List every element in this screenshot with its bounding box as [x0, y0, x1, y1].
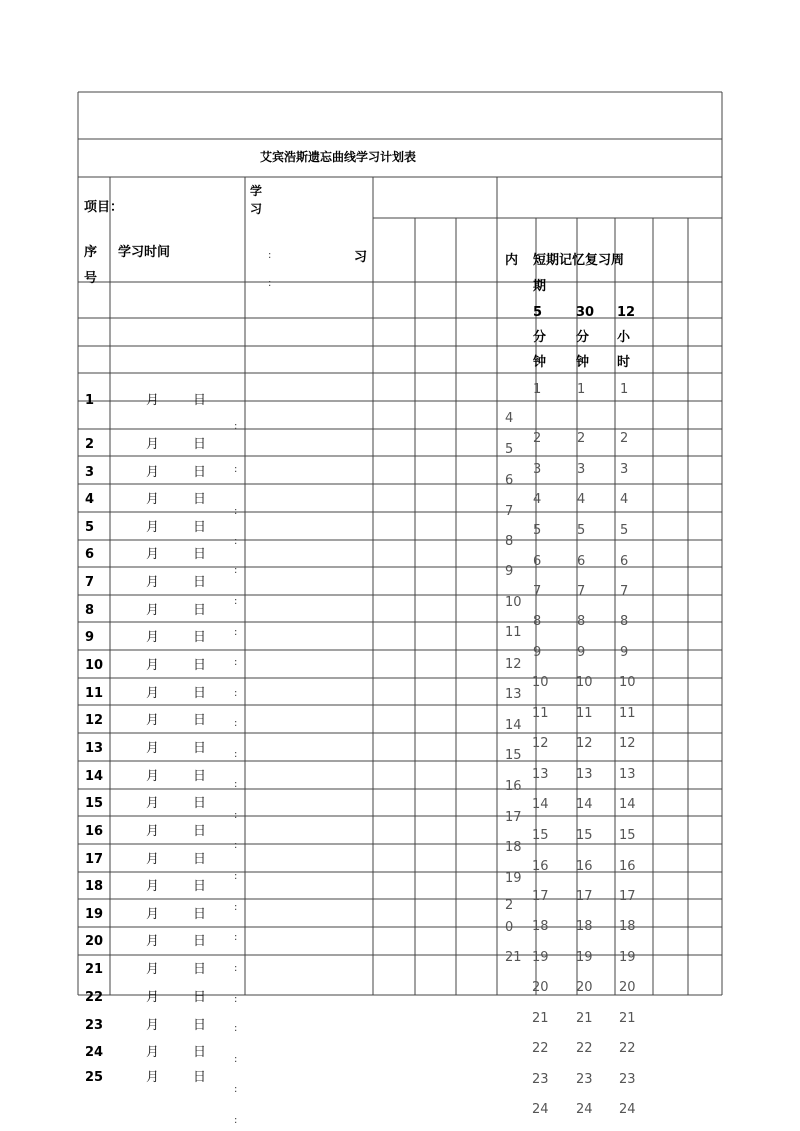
time-colon: : — [234, 1054, 238, 1065]
time-colon: : — [234, 779, 238, 790]
short-term-12h-value: 5 — [620, 523, 629, 538]
row-day: 日 — [193, 492, 207, 507]
review-day-value: 13 — [505, 687, 522, 702]
short-term-5min-value: 10 — [532, 675, 549, 690]
review-day-value: 10 — [505, 595, 522, 610]
short-term-header-unit1: 小 — [617, 330, 631, 345]
row-month: 月 — [146, 575, 160, 590]
row-day: 日 — [193, 393, 207, 408]
short-term-12h-value: 2 — [620, 431, 629, 446]
short-term-12h-value: 20 — [619, 980, 636, 995]
row-day: 日 — [193, 1070, 207, 1085]
short-term-5min-value: 1 — [533, 382, 542, 397]
time-colon: : — [234, 810, 238, 821]
row-day: 日 — [193, 465, 207, 480]
seq-label-top: 序 — [84, 245, 98, 260]
row-day: 日 — [193, 713, 207, 728]
short-term-12h-value: 3 — [620, 462, 629, 477]
row-month: 月 — [146, 686, 160, 701]
row-day: 日 — [193, 852, 207, 867]
row-seq: 12 — [85, 713, 104, 728]
row-seq: 9 — [85, 630, 95, 645]
time-colon: : — [234, 718, 238, 729]
row-seq: 22 — [85, 990, 104, 1005]
row-day: 日 — [193, 686, 207, 701]
short-term-12h-value: 9 — [620, 645, 629, 660]
short-term-5min-value: 21 — [532, 1011, 549, 1026]
short-term-5min-value: 2 — [533, 431, 542, 446]
time-colon: : — [234, 688, 238, 699]
row-month: 月 — [146, 1045, 160, 1060]
study-content-xi: 习 — [354, 250, 368, 265]
short-term-12h-value: 7 — [620, 584, 629, 599]
short-term-30min-value: 13 — [576, 767, 593, 782]
short-term-30min-value: 12 — [576, 736, 593, 751]
row-seq: 17 — [85, 852, 104, 867]
time-colon: : — [234, 932, 238, 943]
short-term-12h-value: 24 — [619, 1102, 636, 1117]
row-month: 月 — [146, 630, 160, 645]
time-colon: : — [234, 627, 238, 638]
short-term-30min-value: 10 — [576, 675, 593, 690]
short-term-12h-value: 4 — [620, 492, 629, 507]
short-term-12h-value: 12 — [619, 736, 636, 751]
time-colon: : — [234, 464, 238, 475]
short-term-12h-value: 14 — [619, 797, 636, 812]
review-day-value: 16 — [505, 779, 522, 794]
short-term-30min-value: 19 — [576, 950, 593, 965]
short-term-12h-value: 21 — [619, 1011, 636, 1026]
short-term-5min-value: 24 — [532, 1102, 549, 1117]
short-term-5min-value: 17 — [532, 889, 549, 904]
review-day-value: 11 — [505, 625, 522, 640]
row-month: 月 — [146, 769, 160, 784]
row-day: 日 — [193, 769, 207, 784]
short-term-30min-value: 17 — [576, 889, 593, 904]
time-colon: : — [234, 1084, 238, 1095]
short-term-30min-value: 16 — [576, 859, 593, 874]
row-month: 月 — [146, 934, 160, 949]
short-term-12h-value: 15 — [619, 828, 636, 843]
row-seq: 24 — [85, 1045, 104, 1060]
row-seq: 20 — [85, 934, 104, 949]
short-term-30min-value: 22 — [576, 1041, 593, 1056]
seq-label-bottom: 号 — [84, 271, 98, 286]
row-seq: 2 — [85, 437, 95, 452]
row-month: 月 — [146, 879, 160, 894]
review-day-value: 15 — [505, 748, 522, 763]
row-month: 月 — [146, 990, 160, 1005]
row-month: 月 — [146, 741, 160, 756]
short-term-30min-value: 14 — [576, 797, 593, 812]
row-seq: 21 — [85, 962, 104, 977]
row-day: 日 — [193, 824, 207, 839]
review-day-value: 8 — [505, 534, 514, 549]
row-day: 日 — [193, 437, 207, 452]
qi-label: 期 — [533, 279, 547, 294]
row-day: 日 — [193, 1045, 207, 1060]
short-term-12h-value: 6 — [620, 554, 629, 569]
short-term-header-unit1: 分 — [533, 330, 547, 345]
time-colon: : — [234, 596, 238, 607]
review-day-value: 14 — [505, 718, 522, 733]
time-colon: : — [234, 565, 238, 576]
header-colon-1: : — [268, 250, 272, 261]
row-day: 日 — [193, 603, 207, 618]
short-term-review-label: 短期记忆复习周 — [533, 253, 625, 268]
short-term-5min-value: 9 — [533, 645, 542, 660]
row-seq: 10 — [85, 658, 104, 673]
short-term-5min-value: 16 — [532, 859, 549, 874]
review-day-value: 21 — [505, 950, 522, 965]
short-term-30min-value: 15 — [576, 828, 593, 843]
row-seq: 15 — [85, 796, 104, 811]
time-colon: : — [234, 1023, 238, 1034]
short-term-5min-value: 14 — [532, 797, 549, 812]
short-term-5min-value: 12 — [532, 736, 549, 751]
short-term-30min-value: 6 — [577, 554, 586, 569]
time-colon: : — [234, 421, 238, 432]
row-seq: 3 — [85, 465, 95, 480]
short-term-30min-value: 8 — [577, 614, 586, 629]
page-title: 艾宾浩斯遗忘曲线学习计划表 — [260, 150, 417, 164]
row-day: 日 — [193, 658, 207, 673]
row-seq: 23 — [85, 1018, 104, 1033]
review-day-value: 2 — [505, 898, 514, 913]
row-month: 月 — [146, 492, 160, 507]
row-seq: 1 — [85, 393, 95, 408]
short-term-5min-value: 5 — [533, 523, 542, 538]
short-term-5min-value: 8 — [533, 614, 542, 629]
row-day: 日 — [193, 962, 207, 977]
row-seq: 11 — [85, 686, 104, 701]
short-term-30min-value: 9 — [577, 645, 586, 660]
short-term-header-unit2: 钟 — [533, 355, 547, 370]
review-day-value: 19 — [505, 871, 522, 886]
short-term-5min-value: 18 — [532, 919, 549, 934]
row-month: 月 — [146, 713, 160, 728]
time-colon: : — [234, 536, 238, 547]
short-term-12h-value: 10 — [619, 675, 636, 690]
short-term-12h-value: 1 — [620, 382, 629, 397]
short-term-30min-value: 21 — [576, 1011, 593, 1026]
row-month: 月 — [146, 547, 160, 562]
row-seq: 7 — [85, 575, 95, 590]
short-term-30min-value: 18 — [576, 919, 593, 934]
row-seq: 6 — [85, 547, 95, 562]
row-seq: 14 — [85, 769, 104, 784]
nei-label: 内 — [505, 253, 519, 268]
short-term-5min-value: 3 — [533, 462, 542, 477]
review-day-value: 0 — [505, 920, 514, 935]
row-day: 日 — [193, 547, 207, 562]
row-month: 月 — [146, 437, 160, 452]
row-seq: 16 — [85, 824, 104, 839]
short-term-5min-value: 4 — [533, 492, 542, 507]
row-month: 月 — [146, 1070, 160, 1085]
time-colon: : — [234, 840, 238, 851]
study-time-label: 学习时间 — [118, 245, 171, 260]
row-seq: 13 — [85, 741, 104, 756]
row-month: 月 — [146, 393, 160, 408]
short-term-5min-value: 11 — [532, 706, 549, 721]
review-day-value: 6 — [505, 473, 514, 488]
time-colon: : — [234, 871, 238, 882]
row-month: 月 — [146, 603, 160, 618]
project-label: 项目： — [84, 200, 124, 215]
row-seq: 5 — [85, 520, 95, 535]
row-month: 月 — [146, 465, 160, 480]
short-term-5min-value: 19 — [532, 950, 549, 965]
row-month: 月 — [146, 824, 160, 839]
row-day: 日 — [193, 934, 207, 949]
short-term-12h-value: 13 — [619, 767, 636, 782]
row-month: 月 — [146, 852, 160, 867]
row-seq: 4 — [85, 492, 95, 507]
row-seq: 19 — [85, 907, 104, 922]
time-colon: : — [234, 902, 238, 913]
review-day-value: 9 — [505, 564, 514, 579]
row-day: 日 — [193, 1018, 207, 1033]
short-term-12h-value: 22 — [619, 1041, 636, 1056]
row-month: 月 — [146, 658, 160, 673]
short-term-header-unit2: 时 — [617, 355, 631, 370]
short-term-header-num: 12 — [617, 305, 636, 320]
review-day-value: 12 — [505, 657, 522, 672]
row-day: 日 — [193, 990, 207, 1005]
review-day-value: 5 — [505, 442, 514, 457]
time-colon: : — [234, 1115, 238, 1126]
short-term-header-unit2: 钟 — [576, 355, 590, 370]
header-colon-2: : — [268, 278, 272, 289]
time-colon: : — [234, 963, 238, 974]
short-term-5min-value: 22 — [532, 1041, 549, 1056]
short-term-5min-value: 7 — [533, 584, 542, 599]
row-month: 月 — [146, 520, 160, 535]
short-term-5min-value: 20 — [532, 980, 549, 995]
row-seq: 18 — [85, 879, 104, 894]
row-day: 日 — [193, 879, 207, 894]
short-term-5min-value: 15 — [532, 828, 549, 843]
row-day: 日 — [193, 796, 207, 811]
short-term-5min-value: 6 — [533, 554, 542, 569]
short-term-12h-value: 16 — [619, 859, 636, 874]
study-content-vertical-1: 学 — [250, 184, 263, 198]
row-day: 日 — [193, 907, 207, 922]
row-month: 月 — [146, 907, 160, 922]
short-term-12h-value: 18 — [619, 919, 636, 934]
short-term-30min-value: 23 — [576, 1072, 593, 1087]
short-term-12h-value: 11 — [619, 706, 636, 721]
review-day-value: 17 — [505, 810, 522, 825]
review-day-value: 4 — [505, 411, 514, 426]
short-term-header-num: 5 — [533, 305, 543, 320]
short-term-30min-value: 5 — [577, 523, 586, 538]
short-term-30min-value: 1 — [577, 382, 586, 397]
time-colon: : — [234, 657, 238, 668]
short-term-5min-value: 13 — [532, 767, 549, 782]
row-seq: 8 — [85, 603, 95, 618]
short-term-30min-value: 11 — [576, 706, 593, 721]
short-term-header-unit1: 分 — [576, 330, 590, 345]
short-term-12h-value: 8 — [620, 614, 629, 629]
short-term-5min-value: 23 — [532, 1072, 549, 1087]
row-seq: 25 — [85, 1070, 104, 1085]
short-term-30min-value: 24 — [576, 1102, 593, 1117]
row-month: 月 — [146, 962, 160, 977]
time-colon: : — [234, 749, 238, 760]
review-day-value: 7 — [505, 504, 514, 519]
short-term-12h-value: 23 — [619, 1072, 636, 1087]
short-term-12h-value: 17 — [619, 889, 636, 904]
row-month: 月 — [146, 796, 160, 811]
short-term-30min-value: 3 — [577, 462, 586, 477]
time-colon: : — [234, 506, 238, 517]
short-term-12h-value: 19 — [619, 950, 636, 965]
row-month: 月 — [146, 1018, 160, 1033]
review-day-value: 18 — [505, 840, 522, 855]
study-content-vertical-2: 习 — [250, 202, 263, 216]
short-term-header-num: 30 — [576, 305, 595, 320]
row-day: 日 — [193, 630, 207, 645]
row-day: 日 — [193, 741, 207, 756]
row-day: 日 — [193, 575, 207, 590]
short-term-30min-value: 2 — [577, 431, 586, 446]
short-term-30min-value: 20 — [576, 980, 593, 995]
time-colon: : — [234, 994, 238, 1005]
row-day: 日 — [193, 520, 207, 535]
short-term-30min-value: 4 — [577, 492, 586, 507]
short-term-30min-value: 7 — [577, 584, 586, 599]
